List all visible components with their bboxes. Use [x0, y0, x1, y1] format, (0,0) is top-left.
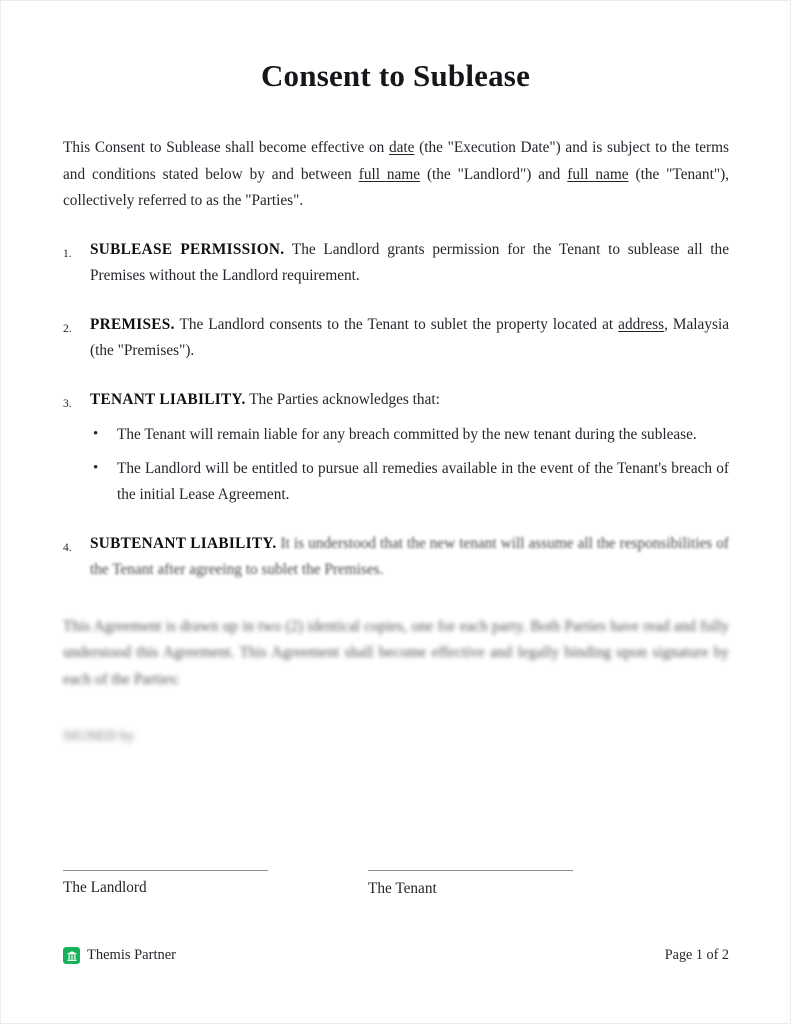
list-item: • The Landlord will be entitled to pursue all remedies available in the event of the Tenant's breach of the initial Lease Agreement.: [90, 456, 729, 509]
field-address[interactable]: address: [618, 315, 665, 333]
brand[interactable]: [63, 947, 176, 964]
signature-block-landlord: [63, 870, 368, 898]
field-landlord-name[interactable]: full name: [358, 165, 421, 183]
clause-heading: TENANT LIABILITY.: [90, 390, 246, 408]
clause-tenant-liability: [63, 387, 729, 509]
intro-paragraph: [63, 135, 729, 215]
intro-text-part-3: (the "Landlord") and: [420, 165, 568, 183]
brand-name: Themis Partner: [87, 947, 176, 963]
list-item: • The Tenant will remain liable for any breach committed by the new tenant during the sublease.: [90, 422, 729, 449]
clause-body: It is understood that the new tenant will assume all the responsibilities of the Tenant after agreeing to sublet the Premises.: [90, 534, 729, 578]
clause-premises: [63, 312, 729, 365]
signature-row: [63, 870, 729, 898]
clause-subtenant-liability: [63, 531, 729, 584]
themis-partner-logo-icon: [63, 947, 80, 964]
clause-heading: SUBTENANT LIABILITY.: [90, 534, 277, 552]
clause-heading: PREMISES.: [90, 315, 175, 333]
signature-line[interactable]: [368, 870, 573, 871]
clause-list: [63, 237, 729, 584]
intro-text-part-4: (the "Tenant"), collectively referred to as the "Parties".: [63, 165, 729, 209]
field-execution-date[interactable]: date: [388, 139, 415, 156]
clause-sublease-permission: [63, 237, 729, 290]
signed-by-label: SIGNED by: [63, 729, 135, 744]
document-body: [1, 135, 790, 748]
intro-text-part-2: (the "Execution Date") and is subject to the terms and conditions stated below by and between: [63, 139, 729, 183]
clause-body-part-2: , Malaysia (the "Premises").: [90, 315, 729, 359]
clause-heading: SUBLEASE PERMISSION.: [90, 240, 285, 258]
signature-label: The Landlord: [63, 879, 147, 896]
field-tenant-name[interactable]: full name: [567, 165, 629, 183]
clause-body-part-1: The Landlord consents to the Tenant to sublet the property located at: [174, 315, 619, 333]
page-title: Consent to Sublease: [260, 58, 531, 93]
signature-label: The Tenant: [368, 880, 437, 897]
clause-body: The Landlord grants permission for the Tenant to sublease all the Premises without the Landlord requirement.: [90, 240, 729, 284]
intro-text-part-1: This Consent to Sublease shall become effective on: [63, 139, 389, 156]
tenant-liability-bullets: [90, 422, 729, 509]
signature-line[interactable]: [63, 870, 268, 871]
page-number: Page 1 of 2: [664, 947, 729, 963]
signature-block-tenant: [368, 870, 673, 898]
page-footer: [63, 947, 729, 964]
clause-body: The Parties acknowledges that:: [245, 390, 440, 408]
closing-paragraph: This Agreement is drawn up in two (2) identical copies, one for each party. Both Parties have read and fully understood this Agreement. This Agreement shall become effective and legally binding upon signature by each of the Parties:: [63, 617, 729, 688]
